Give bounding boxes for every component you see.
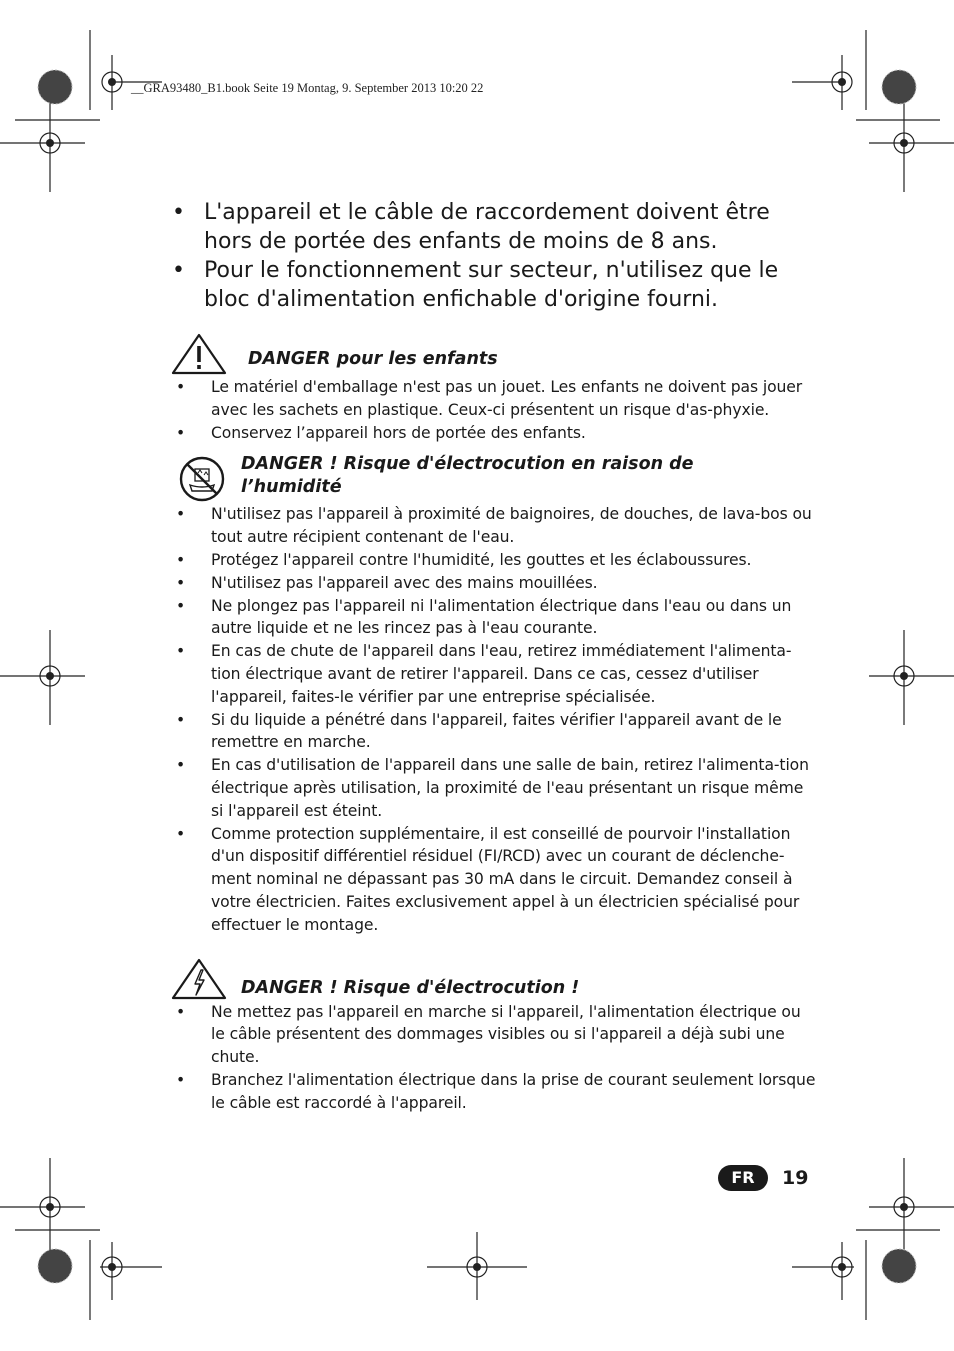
- list-item: • En cas d'utilisation de l'appareil dans une salle de bain, retirez l'alimenta-tion électrique après utilisation, la proximité de l'eau présentant un risque même si l'appareil est éteint.: [166, 754, 818, 822]
- list-item: • Ne plongez pas l'appareil ni l'alimentation électrique dans l'eau ou dans un autre liquide et ne les rincez pas à l'eau courante.: [166, 595, 818, 641]
- no-water-icon: [178, 455, 226, 503]
- list-item: • N'utilisez pas l'appareil à proximité de baignoires, de douches, de lava-bos ou tout autre récipient contenant de l'eau.: [166, 503, 818, 549]
- section-item-list: [166, 503, 818, 936]
- list-item: • Conservez l’appareil hors de portée des enfants.: [166, 422, 818, 445]
- section-item-list: [166, 376, 818, 444]
- page-number: 19: [782, 1167, 809, 1189]
- section-title: DANGER pour les enfants: [248, 349, 498, 369]
- list-item: • Si du liquide a pénétré dans l'appareil, faites vérifier l'appareil avant de le remettre en marche.: [166, 709, 818, 755]
- list-item: • Branchez l'alimentation électrique dans la prise de courant seulement lorsque le câble est raccordé à l'appareil.: [166, 1069, 818, 1115]
- list-item: • Protégez l'appareil contre l'humidité, les gouttes et les éclaboussures.: [166, 549, 818, 572]
- intro-bullet: • L'appareil et le câble de raccordement doivent être hors de portée des enfants de moins de 8 ans.: [166, 198, 818, 256]
- section-title: DANGER ! Risque d'électrocution !: [241, 977, 580, 998]
- print-header: __GRA93480_B1.book Seite 19 Montag, 9. September 2013 10:20 22: [131, 81, 484, 95]
- intro-bullet-list: [166, 198, 818, 314]
- list-item: • Ne mettez pas l'appareil en marche si l'appareil, l'alimentation électrique ou le câble présentent des dommages visibles ou si l'appareil a déjà subi une chute.: [166, 1001, 818, 1069]
- warning-triangle-icon: [170, 332, 228, 376]
- section-title: DANGER ! Risque d'électrocution en raison de l’humidité: [241, 454, 694, 498]
- list-item: • En cas de chute de l'appareil dans l'eau, retirez immédiatement l'alimenta-tion électrique avant de retirer l'appareil. Dans ce cas, cessez d'utiliser l'appareil, faites-le vérifier par une entreprise spécialisée.: [166, 640, 818, 708]
- language-badge: FR: [718, 1165, 768, 1191]
- list-item: • Comme protection supplémentaire, il est conseillé de pourvoir l'installation d'un dispositif différentiel résiduel (FI/RCD) avec un courant de déclenche-ment nominal ne dépassant pas 30 mA dans le circuit. Demandez conseil à votre électricien. Faites exclusivement appel à un électricien spécialisé pour effectuer le montage.: [166, 823, 818, 937]
- electric-shock-triangle-icon: [170, 957, 228, 1001]
- list-item: • Le matériel d'emballage n'est pas un jouet. Les enfants ne doivent pas jouer avec les sachets en plastique. Ceux-ci présentent un risque d'as-phyxie.: [166, 376, 818, 422]
- section-danger-children: [166, 332, 818, 444]
- section-item-list: [166, 1001, 818, 1115]
- page-content: [166, 198, 818, 1115]
- list-item: • N'utilisez pas l'appareil avec des mains mouillées.: [166, 572, 818, 595]
- section-danger-electrocution: [166, 957, 818, 1115]
- intro-bullet: • Pour le fonctionnement sur secteur, n'utilisez que le bloc d'alimentation enfichable d'origine fourni.: [166, 256, 818, 314]
- section-danger-humidity: [166, 453, 818, 936]
